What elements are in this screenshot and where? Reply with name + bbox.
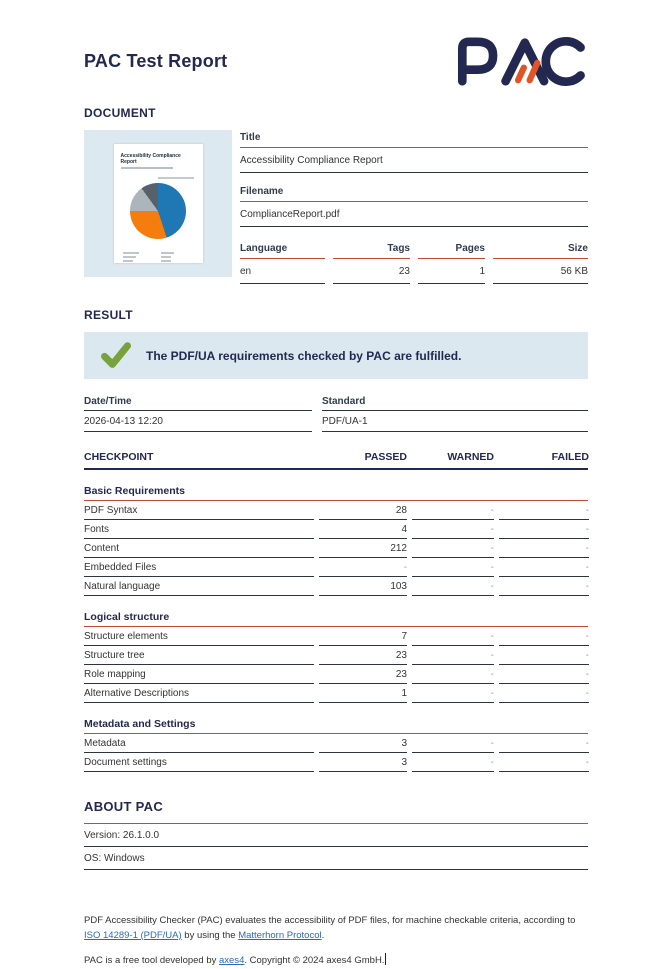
group-header-metadata-settings: Metadata and Settings <box>84 715 588 734</box>
failed-cell: - <box>499 684 589 703</box>
footer-text: . Copyright © 2024 axes4 GmbH. <box>244 955 385 967</box>
failed-cell: - <box>499 627 589 646</box>
os-row: OS: Windows <box>84 847 588 870</box>
failed-cell: - <box>499 646 589 665</box>
group-header-basic-requirements: Basic Requirements <box>84 482 588 501</box>
pages-value: 1 <box>418 259 485 284</box>
passed-cell: - <box>319 558 407 577</box>
row-label: Role mapping <box>84 665 314 684</box>
passed-col-header: PASSED <box>364 451 407 463</box>
thumbnail-footer-col <box>123 252 139 264</box>
table-row <box>84 646 588 665</box>
warned-cell: - <box>412 665 494 684</box>
result-message: The PDF/UA requirements checked by PAC are fulfilled. <box>146 348 462 363</box>
warned-cell: - <box>412 520 494 539</box>
size-header: Size <box>493 241 588 259</box>
footer-text: . <box>321 929 325 941</box>
failed-cell: - <box>499 734 589 753</box>
report-header <box>84 34 588 88</box>
passed-cell: 1 <box>319 684 407 703</box>
matterhorn-link[interactable]: Matterhorn Protocol <box>238 929 322 941</box>
report-footer <box>84 914 588 969</box>
warned-cell: - <box>412 734 494 753</box>
thumbnail-page <box>114 144 203 263</box>
table-row <box>84 684 588 703</box>
warned-cell: - <box>412 558 494 577</box>
document-fields <box>240 130 588 284</box>
passed-cell: 4 <box>319 520 407 539</box>
standard-label: Standard <box>322 394 588 411</box>
table-row <box>84 753 588 772</box>
thumbnail-footer-text <box>121 252 196 264</box>
table-row <box>84 577 588 596</box>
table-row <box>84 627 588 646</box>
row-label: Structure elements <box>84 627 314 646</box>
footer-text: PDF Accessibility Checker (PAC) evaluates the accessibility of PDF files, for machine checkable criteria, according to <box>84 915 576 926</box>
thumbnail-caption-bar <box>158 177 194 179</box>
failed-cell: - <box>499 577 589 596</box>
version-row: Version: 26.1.0.0 <box>84 824 588 847</box>
group-header-logical-structure: Logical structure <box>84 608 588 627</box>
size-value: 56 KB <box>493 259 588 284</box>
footer-paragraph-2 <box>84 953 588 969</box>
filename-label: Filename <box>240 184 588 202</box>
passed-cell: 23 <box>319 665 407 684</box>
warned-cell: - <box>412 646 494 665</box>
warned-cell: - <box>412 501 494 520</box>
table-row <box>84 558 588 577</box>
passed-cell: 212 <box>319 539 407 558</box>
row-label: Fonts <box>84 520 314 539</box>
document-section-title: DOCUMENT <box>84 106 156 120</box>
row-label: Metadata <box>84 734 314 753</box>
result-banner <box>84 332 588 379</box>
thumbnail-title: Accessibility Compliance Report <box>120 153 181 165</box>
row-label: Natural language <box>84 577 314 596</box>
axes4-link[interactable]: axes4 <box>219 955 245 967</box>
row-label: Alternative Descriptions <box>84 684 314 703</box>
result-section <box>84 308 588 432</box>
table-row <box>84 520 588 539</box>
row-label: Document settings <box>84 753 314 772</box>
language-value: en <box>240 259 325 284</box>
footer-text: by using the <box>181 929 239 941</box>
table-row <box>84 734 588 753</box>
about-section-title: ABOUT PAC <box>84 799 164 814</box>
failed-cell: - <box>499 558 589 577</box>
checkpoint-table-header <box>84 451 588 470</box>
passed-cell: 3 <box>319 753 407 772</box>
warned-cell: - <box>412 577 494 596</box>
failed-cell: - <box>499 539 589 558</box>
result-section-title: RESULT <box>84 308 133 322</box>
row-label: PDF Syntax <box>84 501 314 520</box>
passed-cell: 7 <box>319 627 407 646</box>
datetime-label: Date/Time <box>84 394 312 411</box>
table-row <box>84 501 588 520</box>
row-label: Structure tree <box>84 646 314 665</box>
warned-col-header: WARNED <box>447 451 494 463</box>
iso-link[interactable]: ISO 14289-1 (PDF/UA) <box>84 929 182 941</box>
passed-cell: 103 <box>319 577 407 596</box>
warned-cell: - <box>412 627 494 646</box>
warned-cell: - <box>412 684 494 703</box>
footer-text: PAC is a free tool developed by <box>84 955 220 967</box>
thumbnail-pie-chart <box>130 183 186 239</box>
datetime-standard-table <box>84 394 588 432</box>
document-thumbnail <box>84 130 232 277</box>
warned-cell: - <box>412 539 494 558</box>
failed-cell: - <box>499 520 589 539</box>
checkpoint-col-header: CHECKPOINT <box>84 451 154 463</box>
language-header: Language <box>240 241 325 259</box>
failed-cell: - <box>499 501 589 520</box>
checkpoint-table <box>84 451 588 772</box>
failed-col-header: FAILED <box>551 451 589 463</box>
about-section <box>84 799 588 870</box>
filename-value: ComplianceReport.pdf <box>240 202 588 227</box>
failed-cell: - <box>499 753 589 772</box>
text-cursor <box>385 953 386 965</box>
page-title: PAC Test Report <box>84 50 228 71</box>
passed-cell: 3 <box>319 734 407 753</box>
title-label: Title <box>240 130 588 148</box>
warned-cell: - <box>412 753 494 772</box>
failed-cell: - <box>499 665 589 684</box>
thumbnail-footer-col <box>161 252 174 264</box>
row-label: Embedded Files <box>84 558 314 577</box>
table-row <box>84 665 588 684</box>
checkmark-icon <box>101 342 131 369</box>
datetime-value: 2026-04-13 12:20 <box>84 411 312 432</box>
tags-value: 23 <box>333 259 410 284</box>
standard-value: PDF/UA-1 <box>322 411 588 432</box>
footer-paragraph-1 <box>84 914 588 943</box>
thumbnail-subtitle-bar <box>121 167 173 169</box>
title-value: Accessibility Compliance Report <box>240 148 588 173</box>
pac-logo-icon <box>452 36 588 86</box>
document-section <box>84 106 588 284</box>
passed-cell: 23 <box>319 646 407 665</box>
row-label: Content <box>84 539 314 558</box>
pages-header: Pages <box>418 241 485 259</box>
tags-header: Tags <box>333 241 410 259</box>
document-meta-table <box>240 241 588 284</box>
table-row <box>84 539 588 558</box>
passed-cell: 28 <box>319 501 407 520</box>
